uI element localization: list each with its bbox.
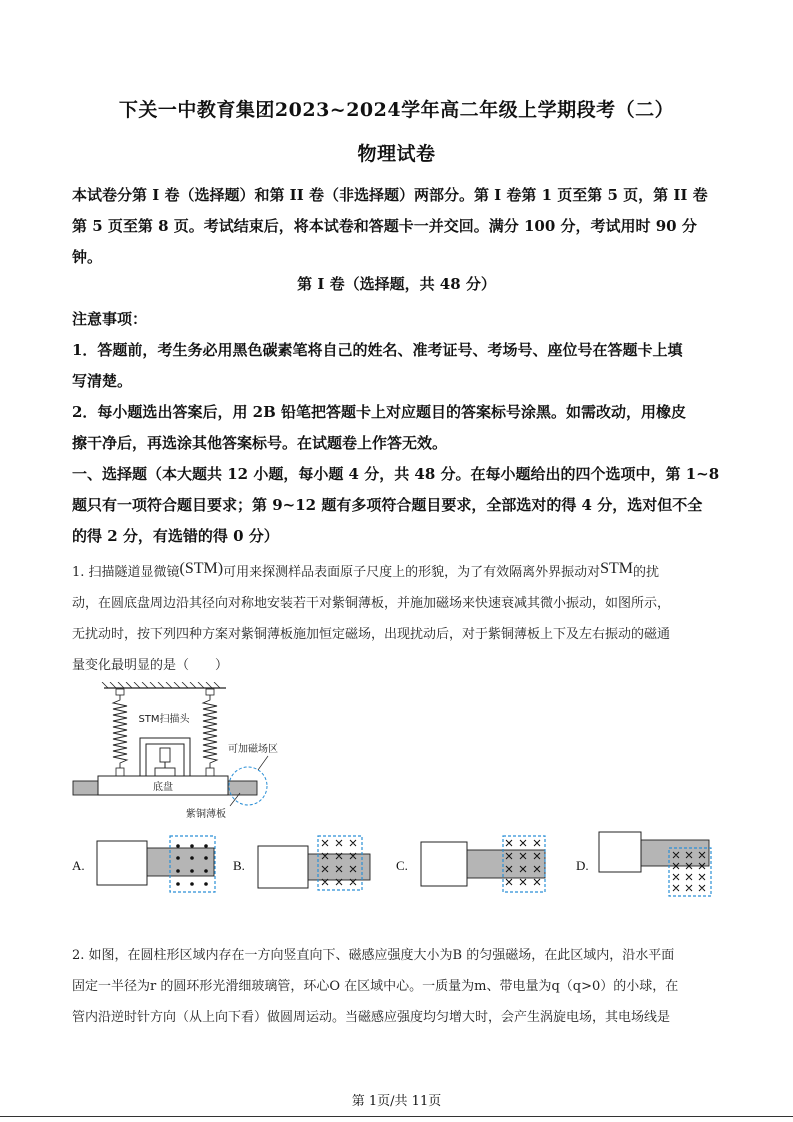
option-b-figure[interactable] bbox=[256, 834, 376, 894]
part-line: 的得 2 分，有选错的得 0 分） bbox=[72, 527, 279, 545]
option-a-label[interactable]: A. bbox=[72, 858, 85, 873]
option-a-figure[interactable] bbox=[96, 834, 218, 894]
q1-line: 动，在圆底盘周边沿其径向对称地安装若干对紫铜薄板，并施加磁场来快速衰减其微小振动，如图所示， bbox=[72, 596, 671, 611]
page-number: 第 1页/共 11页 bbox=[351, 1094, 442, 1109]
q2-line: 管内沿逆时针方向（从上向下看）做圆周运动。当磁感应强度均匀增大时，会产生涡旋电场，其电场线是 bbox=[72, 1010, 671, 1025]
plate-label: 紫铜薄板 bbox=[186, 809, 226, 820]
question-1 bbox=[72, 556, 732, 681]
intro-line: 本试卷分第 I 卷（选择题）和第 II 卷（非选择题）两部分。第 I 卷第 1 页至第 5 页，第 II 卷 bbox=[72, 186, 708, 204]
question-2 bbox=[72, 940, 732, 1033]
bottom-rule bbox=[0, 1116, 793, 1117]
notice-line: 擦干净后，再选涂其他答案标号。在试题卷上作答无效。 bbox=[72, 434, 448, 452]
right-spring bbox=[203, 695, 217, 768]
section-title: 第 I 卷（选择题，共 48 分） bbox=[297, 275, 496, 293]
part-line: 题只有一项符合题目要求；第 9~12 题有多项符合题目要求，全部选对的得 4 分，选对但不全 bbox=[72, 496, 703, 514]
q1-line: 量变化最明显的是（ ） bbox=[72, 658, 229, 673]
q1-line bbox=[72, 556, 732, 588]
stm-figure bbox=[68, 682, 298, 822]
stm-label: STM bbox=[600, 560, 634, 577]
q2-line: 2. 如图，在圆柱形区域内存在一方向竖直向下、磁感应强度大小为B 的匀强磁场，在此区域内，沿水平面 bbox=[72, 948, 675, 963]
intro-paragraph bbox=[72, 180, 708, 273]
intro-line: 钟。 bbox=[72, 248, 103, 266]
option-d-label[interactable]: D. bbox=[576, 858, 589, 873]
exam-title: 下关一中教育集团2023~2024学年高二年级上学期段考（二） bbox=[118, 99, 675, 121]
notice-line: 写清楚。 bbox=[72, 372, 133, 390]
q2-line: 固定一半径为r 的圆环形光滑细玻璃管，环心O 在区域中心。一质量为m、带电量为q（q>0）的小球，在 bbox=[72, 979, 679, 994]
left-spring bbox=[113, 695, 127, 768]
notice-line: 1．答题前，考生务必用黑色碳素笔将自己的姓名、准考证号、考场号、座位号在答题卡上填 bbox=[72, 341, 683, 359]
option-b-label[interactable]: B. bbox=[233, 858, 245, 873]
exam-subtitle: 物理试卷 bbox=[357, 143, 436, 165]
option-c-figure[interactable] bbox=[419, 834, 549, 894]
part-line: 一、选择题（本大题共 12 小题，每小题 4 分，共 48 分。在每小题给出的四个选项中，第 1~8 bbox=[72, 465, 720, 483]
intro-line: 第 5 页至第 8 页。考试结束后，将本试卷和答题卡一并交回。满分 100 分，考试用时 90 分 bbox=[72, 217, 697, 235]
option-c-label[interactable]: C. bbox=[396, 858, 408, 873]
notice-heading: 注意事项： bbox=[72, 310, 148, 328]
notice-block bbox=[72, 304, 719, 552]
base-label: 底盘 bbox=[153, 782, 173, 793]
option-d-figure[interactable] bbox=[597, 828, 715, 898]
q1-text: 可用来探测样品表面原子尺度上的形貌，为了有效隔离外界振动对 bbox=[223, 565, 601, 580]
q1-text: 1. 扫描隧道显微镜 bbox=[72, 565, 180, 580]
notice-line: 2．每小题选出答案后，用 2B 铅笔把答题卡上对应题目的答案标号涂黑。如需改动，用橡皮 bbox=[72, 403, 687, 421]
probe-label: STM扫描头 bbox=[138, 714, 190, 725]
stm-paren: (STM) bbox=[179, 560, 224, 577]
q1-line: 无扰动时，按下列四种方案对紫铜薄板施加恒定磁场，出现扰动后，对于紫铜薄板上下及左右振动的磁通 bbox=[72, 627, 671, 642]
field-label: 可加磁场区 bbox=[228, 744, 278, 755]
q1-text: 的扰 bbox=[633, 565, 660, 580]
